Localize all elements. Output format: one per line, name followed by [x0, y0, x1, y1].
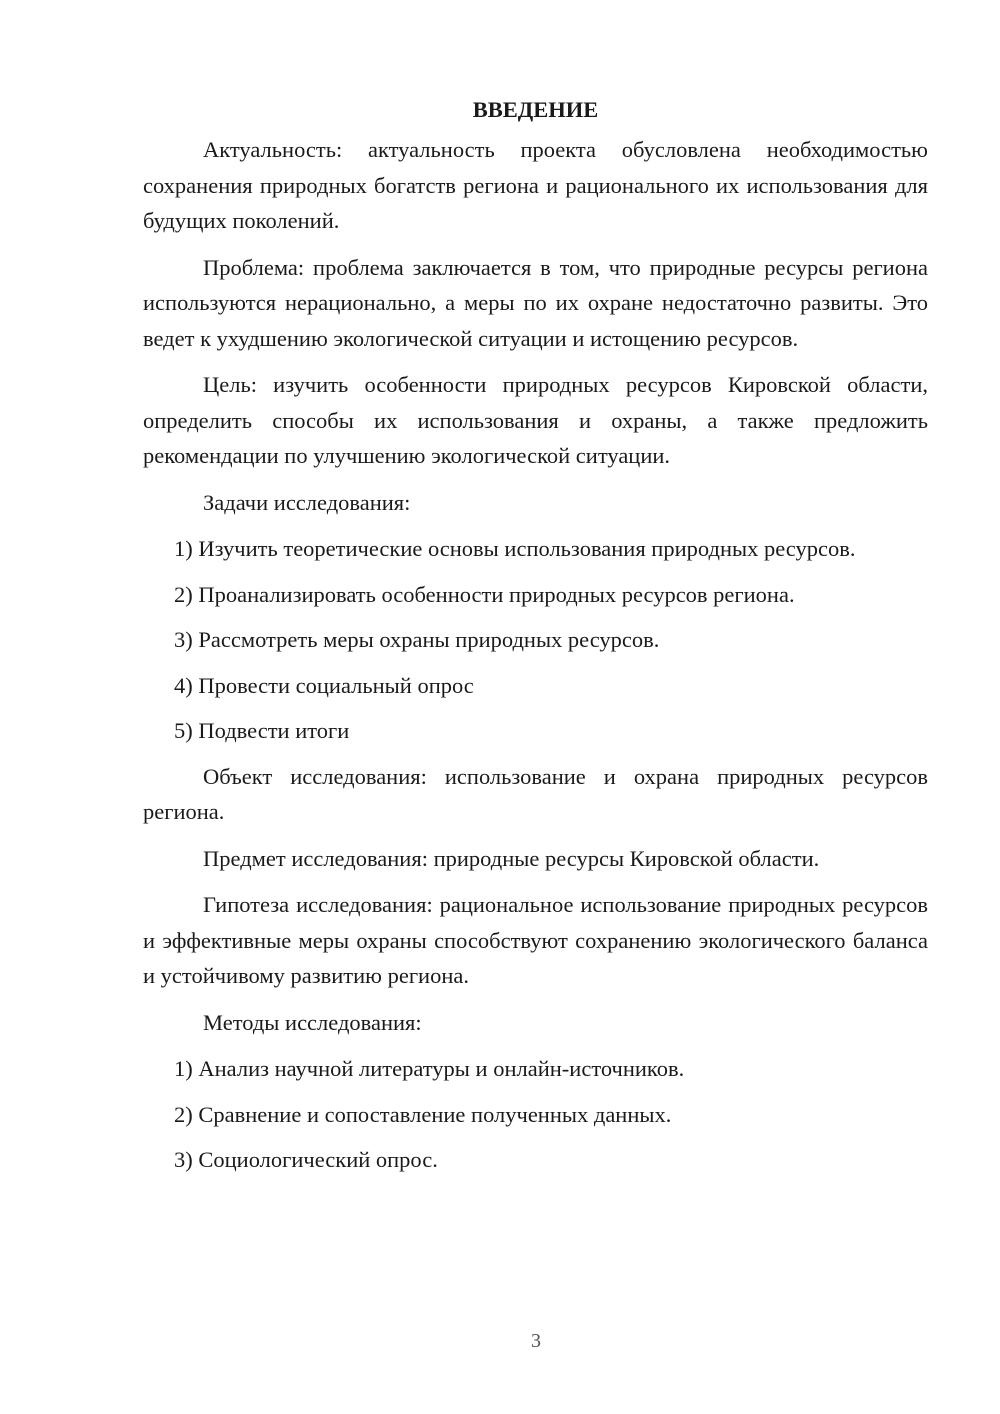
page-number: 3	[531, 1330, 541, 1352]
hypothesis-paragraph: Гипотеза исследования: рациональное использование природных ресурсов и эффективные меры охраны способствуют сохранению экологического баланса и устойчивому развитию региона.	[143, 892, 928, 988]
task-item: 4) Провести социальный опрос	[174, 672, 474, 698]
object-paragraph: Объект исследования: использование и охрана природных ресурсов региона.	[143, 763, 928, 824]
method-item: 3) Социологический опрос.	[174, 1147, 438, 1172]
goal-paragraph: Цель: изучить особенности природных ресурсов Кировской области, определить способы их использования и охраны, а также предложить рекомендации по улучшению экологической ситуации.	[143, 372, 928, 468]
method-item: 2) Сравнение и сопоставление полученных данных.	[174, 1101, 672, 1127]
task-item: 1) Изучить теоретические основы использования природных ресурсов.	[174, 536, 856, 561]
task-item: 5) Подвести итоги	[174, 718, 350, 743]
section-title: ВВЕДЕНИЕ	[472, 97, 599, 122]
subject-paragraph: Предмет исследования: природные ресурсы Кировской области.	[203, 845, 820, 871]
tasks-heading: Задачи исследования:	[203, 489, 411, 515]
relevance-paragraph: Актуальность: актуальность проекта обусловлена необходимостью сохранения природных богатств региона и рационального их использования для будущих поколений.	[143, 137, 928, 233]
methods-heading: Методы исследования:	[203, 1009, 422, 1035]
task-item: 2) Проанализировать особенности природных ресурсов региона.	[174, 581, 795, 607]
problem-paragraph: Проблема: проблема заключается в том, что природные ресурсы региона используются нерационально, а меры по их охране недостаточно развиты. Это ведет к ухудшению экологической ситуации и истощению ресурсов.	[143, 254, 928, 351]
method-item: 1) Анализ научной литературы и онлайн-источников.	[174, 1056, 685, 1081]
document-page	[143, 92, 928, 1188]
task-item: 3) Рассмотреть меры охраны природных ресурсов.	[174, 627, 660, 652]
